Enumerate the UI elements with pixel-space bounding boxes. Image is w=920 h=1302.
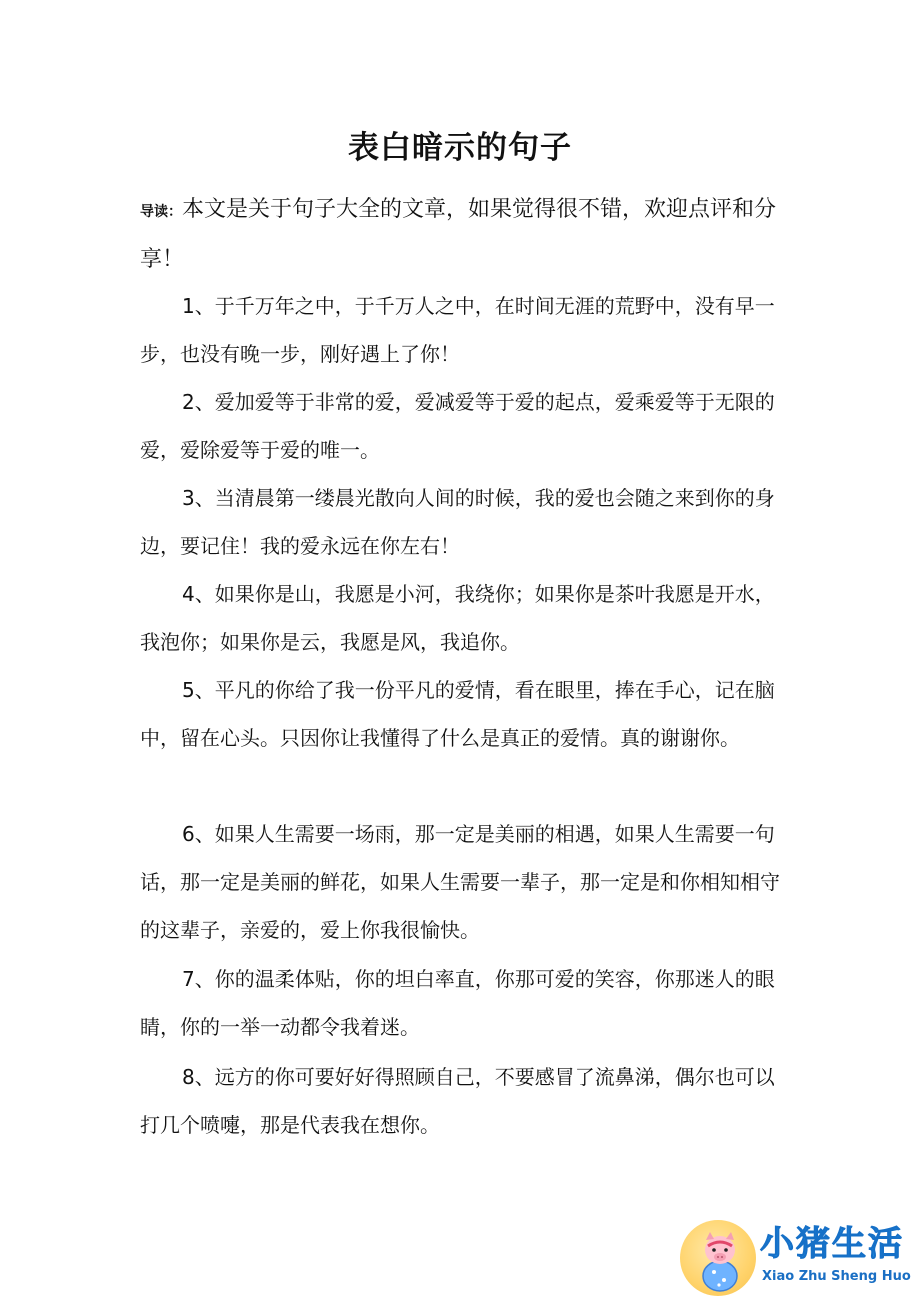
watermark-name-en: Xiao Zhu Sheng Huo: [762, 1269, 911, 1284]
list-item-7: 7、你的温柔体贴，你的坦白率直，你那可爱的笑容，你那迷人的眼睛，你的一举一动都令我着迷。: [140, 967, 775, 1039]
brand-watermark: [680, 1218, 916, 1298]
intro-label: 导读：: [140, 204, 182, 220]
document-intro: [140, 186, 780, 284]
list-item-4: 4、如果你是山，我愿是小河，我绕你；如果你是茶叶我愿是开水，我泡你；如果你是云，我愿是风，我追你。: [140, 582, 775, 654]
watermark-name-cn: 小猪生活: [760, 1224, 904, 1264]
list-item-2: 2、爱加爱等于非常的爱，爱减爱等于爱的起点，爱乘爱等于无限的爱，爱除爱等于爱的唯一。: [140, 390, 775, 462]
list-item-1: 1、于千万年之中，于千万人之中，在时间无涯的荒野中，没有早一步，也没有晚一步，刚好遇上了你！: [140, 294, 775, 366]
intro-text: 本文是关于句子大全的文章，如果觉得很不错，欢迎点评和分享！: [140, 197, 777, 272]
pig-mascot-icon: [690, 1224, 750, 1294]
list-item-8: 8、远方的你可要好好得照顾自己，不要感冒了流鼻涕，偶尔也可以打几个喷嚏，那是代表我在想你。: [140, 1065, 775, 1137]
list-item-5: 5、平凡的你给了我一份平凡的爱情，看在眼里，捧在手心，记在脑中，留在心头。只因你让我懂得了什么是真正的爱情。真的谢谢你。: [140, 678, 775, 750]
list-item-3: 3、当清晨第一缕晨光散向人间的时候，我的爱也会随之来到你的身边，要记住！我的爱永远在你左右！: [140, 486, 775, 558]
document-title: 表白暗示的句子: [348, 130, 572, 166]
list-item-6: 6、如果人生需要一场雨，那一定是美丽的相遇，如果人生需要一句话，那一定是美丽的鲜花，如果人生需要一辈子，那一定是和你相知相守的这辈子，亲爱的，爱上你我很愉快。: [140, 822, 780, 942]
